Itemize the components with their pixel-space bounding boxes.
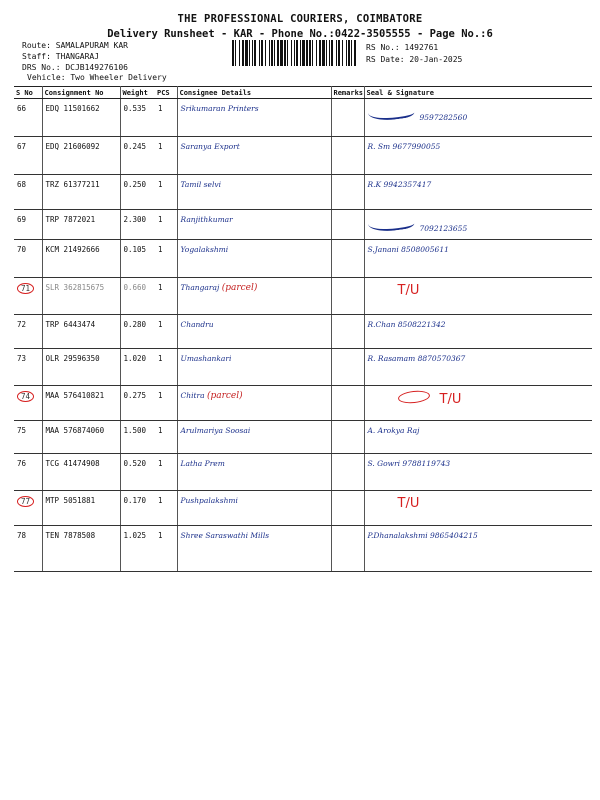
consignee-name: Saranya Export: [180, 142, 240, 151]
barcode-bar: [319, 40, 321, 66]
cell-weight: [120, 278, 155, 315]
table-row: [14, 175, 592, 210]
cell-consignee: [177, 349, 331, 386]
cell-consignee: [177, 315, 331, 349]
cell-remarks: [331, 349, 364, 386]
cell-signature: [364, 491, 592, 526]
consignment-no: MAA 576874060: [45, 426, 105, 435]
cell-remarks: [331, 526, 364, 572]
barcode-bar: [316, 40, 317, 66]
cell-pcs: [155, 175, 177, 210]
consignment-no: TRP 6443474: [45, 320, 96, 329]
consignment-no: KCM 21492666: [45, 245, 100, 254]
sno-value: 66: [17, 104, 27, 113]
cell-signature: [364, 240, 592, 278]
cell-pcs: [155, 526, 177, 572]
cell-sno: [14, 315, 42, 349]
cell-sno: [14, 526, 42, 572]
barcode-bar: [346, 40, 347, 66]
barcode-bar: [239, 40, 240, 66]
signature-scribble: [367, 101, 415, 123]
cell-signature: [364, 99, 592, 137]
undelivered-mark: T/U: [397, 496, 420, 511]
consignee-name: Tamil selvi: [180, 180, 222, 189]
sno-value: 76: [17, 459, 27, 468]
cell-consignment: [42, 491, 120, 526]
cell-signature: [364, 210, 592, 240]
table-row: [14, 491, 592, 526]
consignment-no: OLR 29596350: [45, 354, 100, 363]
sno-circle-mark: [17, 391, 34, 402]
barcode-bar: [249, 40, 250, 66]
weight-value: 1.020: [123, 354, 147, 363]
cell-remarks: [331, 278, 364, 315]
sno-value: 68: [17, 180, 27, 189]
consignee-name: Srikumaran Printers: [180, 104, 259, 113]
table-row: [14, 386, 592, 421]
consignment-no: MTP 5051881: [45, 496, 96, 505]
cell-pcs: [155, 386, 177, 421]
cell-pcs: [155, 210, 177, 240]
weight-value: 0.170: [123, 496, 147, 505]
sno-value: 75: [17, 426, 27, 435]
cell-sno: [14, 137, 42, 175]
cell-signature: [364, 349, 592, 386]
pcs-value: 1: [158, 391, 163, 400]
consignment-no: TEN 7878508: [45, 531, 96, 540]
consignee-name: Chandru: [180, 320, 214, 329]
barcode-bar: [336, 40, 337, 66]
barcode-bar: [348, 40, 350, 66]
consignment-no: TRP 7872021: [45, 215, 96, 224]
cell-weight: [120, 99, 155, 137]
cell-sno: [14, 421, 42, 454]
table-row: [14, 349, 592, 386]
consignee-name: Latha Prem: [180, 459, 225, 468]
document-title: THE PROFESSIONAL COURIERS, COIMBATORE: [177, 13, 423, 25]
sno-value: 73: [17, 354, 27, 363]
consignee-name: Shree Saraswathi Mills: [180, 531, 270, 540]
barcode-bar: [232, 40, 234, 66]
weight-value: 0.535: [123, 104, 147, 113]
cell-consignment: [42, 386, 120, 421]
staff-label: Staff: THANGARAJ: [22, 52, 100, 61]
cell-remarks: [331, 175, 364, 210]
cell-consignee: [177, 491, 331, 526]
barcode-bar: [242, 40, 244, 66]
barcode-bar: [329, 40, 330, 66]
weight-value: 0.280: [123, 320, 147, 329]
barcode-bar: [342, 40, 343, 66]
cell-consignment: [42, 349, 120, 386]
col-header-signature: Seal & Signature: [364, 87, 592, 99]
sno-value: 70: [17, 245, 27, 254]
cell-consignee: [177, 386, 331, 421]
weight-value: 0.275: [123, 391, 147, 400]
barcode-bar: [326, 40, 327, 66]
cell-sno: [14, 175, 42, 210]
cell-sno: [14, 349, 42, 386]
barcode-bar: [291, 40, 292, 66]
pcs-value: 1: [158, 354, 163, 363]
cell-weight: [120, 454, 155, 491]
barcode-bar: [274, 40, 275, 66]
route-label: Route: SAMALAPURAM KAR: [22, 41, 128, 50]
weight-value: 0.520: [123, 459, 147, 468]
cell-weight: [120, 421, 155, 454]
consignee-name: Yogalakshmi: [180, 245, 229, 254]
table-row: [14, 315, 592, 349]
cell-consignment: [42, 210, 120, 240]
col-header-consignee: Consignee Details: [177, 87, 331, 99]
table-row: [14, 99, 592, 137]
barcode-bar: [277, 40, 279, 66]
signature-text: A. Arokya Raj: [367, 426, 420, 435]
cell-consignment: [42, 175, 120, 210]
cell-remarks: [331, 421, 364, 454]
runsheet-table: [14, 86, 592, 572]
consignment-no: TRZ 61377211: [45, 180, 100, 189]
pcs-value: 1: [158, 215, 163, 224]
cell-consignment: [42, 240, 120, 278]
pcs-value: 1: [158, 320, 163, 329]
cell-weight: [120, 210, 155, 240]
signature-text: P.Dhanalakshmi 9865404215: [367, 531, 478, 540]
weight-value: 1.500: [123, 426, 147, 435]
cell-signature: [364, 278, 592, 315]
barcode-bar: [261, 40, 263, 66]
cell-consignment: [42, 421, 120, 454]
cell-sno: [14, 99, 42, 137]
weight-value: 0.660: [123, 283, 147, 292]
cell-sno: [14, 278, 42, 315]
cell-consignment: [42, 315, 120, 349]
undelivered-mark: T/U: [397, 283, 420, 298]
barcode-bar: [300, 40, 301, 66]
cell-consignee: [177, 526, 331, 572]
barcode-image: [232, 40, 358, 66]
consignee-name: Thangaraj: [180, 283, 220, 292]
cell-pcs: [155, 137, 177, 175]
pcs-value: 1: [158, 496, 163, 505]
cell-sno: [14, 386, 42, 421]
cell-remarks: [331, 315, 364, 349]
barcode-bar: [280, 40, 283, 66]
cell-consignee: [177, 278, 331, 315]
barcode-bar: [235, 40, 236, 66]
weight-value: 0.250: [123, 180, 147, 189]
pcs-value: 1: [158, 104, 163, 113]
cell-sno: [14, 210, 42, 240]
weight-value: 0.245: [123, 142, 147, 151]
cell-pcs: [155, 315, 177, 349]
cell-weight: [120, 240, 155, 278]
consignment-no: EDQ 11501662: [45, 104, 100, 113]
consignment-no: EDQ 21606092: [45, 142, 100, 151]
signature-text: R.Chan 8508221342: [367, 320, 446, 329]
cell-weight: [120, 175, 155, 210]
sno-circle-mark: [17, 283, 34, 294]
barcode-bar: [312, 40, 313, 66]
consignee-name: Ranjithkumar: [180, 215, 233, 224]
sno-circle-mark: [17, 496, 34, 507]
weight-value: 2.300: [123, 215, 147, 224]
col-header-consignment: Consignment No: [42, 87, 120, 99]
table-row: [14, 137, 592, 175]
col-header-pcs: PCS: [155, 87, 177, 99]
cell-signature: [364, 526, 592, 572]
consignment-no: SLR 362815675: [45, 283, 105, 292]
document-subtitle: Delivery Runsheet - KAR - Phone No.:0422-3505555 - Page No.:6: [107, 28, 493, 40]
signature-text: S.Janani 8508005611: [367, 245, 449, 254]
barcode-bar: [294, 40, 295, 66]
col-header-remarks: Remarks: [331, 87, 364, 99]
consignee-name: Arulmariya Soosai: [180, 426, 251, 435]
cell-weight: [120, 315, 155, 349]
table-row: [14, 240, 592, 278]
barcode-bar: [259, 40, 260, 66]
barcode-bar: [296, 40, 298, 66]
cell-pcs: [155, 349, 177, 386]
cell-signature: [364, 386, 592, 421]
cell-weight: [120, 526, 155, 572]
cell-consignee: [177, 175, 331, 210]
cell-consignment: [42, 278, 120, 315]
table-row: [14, 210, 592, 240]
barcode-bar: [302, 40, 305, 66]
cell-sno: [14, 454, 42, 491]
col-header-weight: Weight: [120, 87, 155, 99]
barcode-bar: [284, 40, 286, 66]
barcode-bar: [306, 40, 308, 66]
parcel-note: (parcel): [206, 391, 243, 401]
barcode-bar: [338, 40, 340, 66]
cell-remarks: [331, 137, 364, 175]
cell-pcs: [155, 278, 177, 315]
cell-signature: [364, 454, 592, 491]
cell-pcs: [155, 240, 177, 278]
barcode-bar: [265, 40, 266, 66]
barcode-bar: [252, 40, 253, 66]
pcs-value: 1: [158, 426, 163, 435]
cell-consignee: [177, 240, 331, 278]
pcs-value: 1: [158, 142, 163, 151]
barcode-bar: [271, 40, 273, 66]
signature-text: R. Rasamam 8870570367: [367, 354, 466, 363]
pcs-value: 1: [158, 531, 163, 540]
table-row: [14, 421, 592, 454]
cell-remarks: [331, 240, 364, 278]
cell-signature: [364, 421, 592, 454]
cell-consignee: [177, 137, 331, 175]
parcel-note: (parcel): [221, 283, 258, 293]
cell-signature: [364, 315, 592, 349]
red-scribble-mark: [397, 389, 430, 404]
col-header-sno: S No: [14, 87, 42, 99]
barcode-bar: [309, 40, 311, 66]
table-row: [14, 278, 592, 315]
cell-consignee: [177, 454, 331, 491]
barcode-bar: [254, 40, 256, 66]
cell-consignment: [42, 99, 120, 137]
table-row: [14, 454, 592, 491]
consignee-name: Umashankari: [180, 354, 232, 363]
consignment-no: TCG 41474908: [45, 459, 100, 468]
cell-consignee: [177, 210, 331, 240]
barcode-bar: [351, 40, 352, 66]
signature-text: 7092123655: [419, 224, 468, 233]
table-header-row: [14, 87, 592, 99]
cell-remarks: [331, 210, 364, 240]
barcode-bar: [354, 40, 356, 66]
cell-consignment: [42, 137, 120, 175]
cell-pcs: [155, 99, 177, 137]
rs-number: RS No.: 1492761: [366, 43, 439, 52]
pcs-value: 1: [158, 283, 163, 292]
barcode-bar: [287, 40, 288, 66]
barcode-bar: [331, 40, 333, 66]
cell-sno: [14, 491, 42, 526]
cell-weight: [120, 137, 155, 175]
consignee-name: Pushpalakshmi: [180, 496, 238, 505]
signature-scribble: [367, 212, 415, 234]
consignee-name: Chitra: [180, 391, 205, 400]
sno-value: 72: [17, 320, 27, 329]
cell-remarks: [331, 491, 364, 526]
pcs-value: 1: [158, 245, 163, 254]
cell-consignee: [177, 421, 331, 454]
table-row: [14, 526, 592, 572]
sno-value: 69: [17, 215, 27, 224]
undelivered-mark: T/U: [439, 392, 462, 407]
weight-value: 1.025: [123, 531, 147, 540]
barcode-bar: [269, 40, 270, 66]
sno-value: 71: [21, 284, 31, 293]
sno-value: 67: [17, 142, 27, 151]
cell-consignment: [42, 526, 120, 572]
cell-pcs: [155, 491, 177, 526]
cell-signature: [364, 175, 592, 210]
cell-weight: [120, 386, 155, 421]
vehicle-label: Vehicle: Two Wheeler Delivery: [27, 73, 167, 82]
sno-value: 78: [17, 531, 27, 540]
cell-consignment: [42, 454, 120, 491]
signature-text: R.K 9942357417: [367, 180, 432, 189]
pcs-value: 1: [158, 459, 163, 468]
cell-consignee: [177, 99, 331, 137]
signature-text: S. Gowri 9788119743: [367, 459, 451, 468]
cell-remarks: [331, 386, 364, 421]
consignment-no: MAA 576410821: [45, 391, 105, 400]
barcode-bar: [245, 40, 248, 66]
cell-signature: [364, 137, 592, 175]
cell-remarks: [331, 99, 364, 137]
barcode-bar: [322, 40, 325, 66]
sno-value: 77: [21, 497, 31, 506]
drs-label: DRS No.: DCJB149276106: [22, 63, 128, 72]
cell-weight: [120, 349, 155, 386]
cell-pcs: [155, 454, 177, 491]
cell-pcs: [155, 421, 177, 454]
rs-date: RS Date: 20-Jan-2025: [366, 55, 463, 64]
sno-value: 74: [21, 392, 31, 401]
cell-remarks: [331, 454, 364, 491]
cell-weight: [120, 491, 155, 526]
signature-text: 9597282560: [419, 113, 468, 122]
signature-text: R. Sm 9677990055: [367, 142, 441, 151]
pcs-value: 1: [158, 180, 163, 189]
weight-value: 0.105: [123, 245, 147, 254]
cell-sno: [14, 240, 42, 278]
